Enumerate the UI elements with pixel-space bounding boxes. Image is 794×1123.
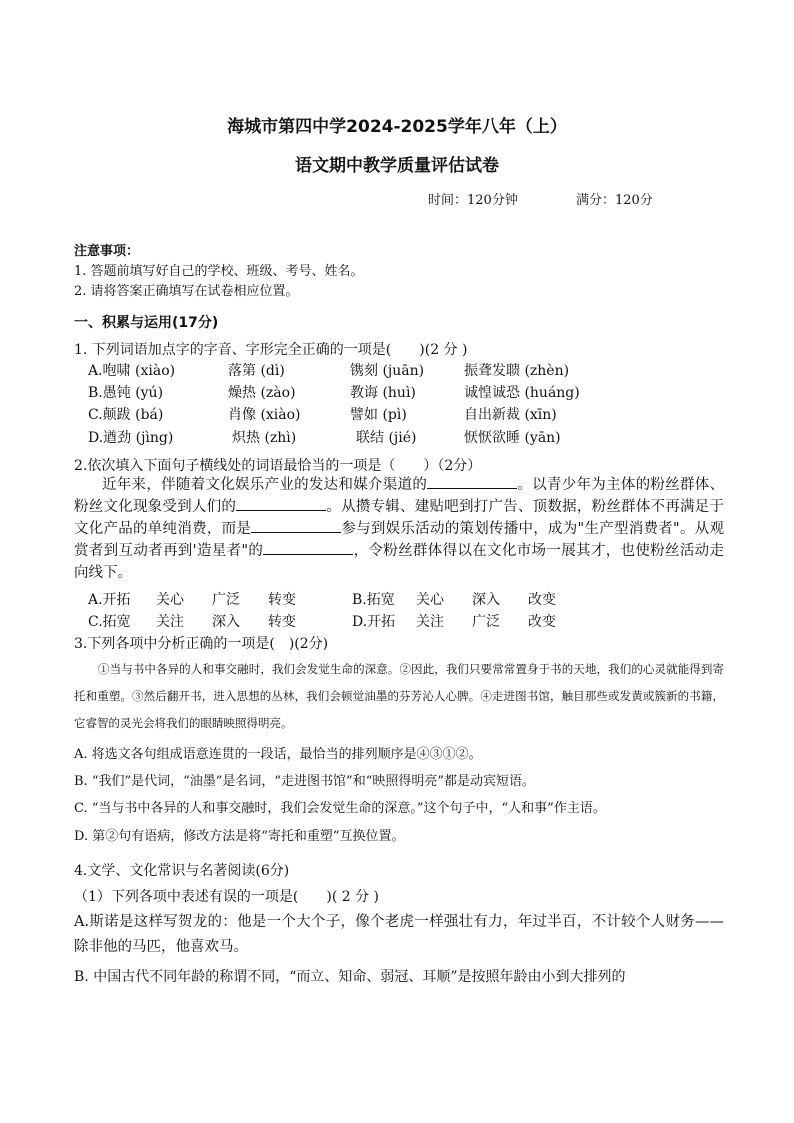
q2-blank-3 — [251, 518, 341, 533]
q2-blank-4 — [263, 540, 353, 555]
q3-passage: ①当与书中各异的人和事交融时，我们会发觉生命的深意。②因此，我们只要常常置身于书的天地，我们的心灵就能得到寄托和重塑。③然后翻开书，进入思想的丛林，我们会顿觉油墨的芬芳沁人心脾。④走进图书馆，触目那些或发黄或簇新的书籍，它睿智的灵光会将我们的眼睛映照得明亮。 — [74, 662, 724, 730]
q2-option-b4: 改变 — [528, 592, 556, 608]
q1-stem: 1. 下列词语加点字的字音、字形完全正确的一项是( )(2 分 ) — [74, 342, 468, 358]
q2-option-d2: 关注 — [416, 614, 444, 630]
exam-time: 时间：120分钟 — [428, 193, 518, 208]
q1-option-d3: 联结 (jié) — [356, 430, 417, 446]
q1-option-c2: 肖像 (xiào) — [228, 407, 301, 423]
q2-text-4: 参与到娱乐活动的策划传播中，成为"生产型消费者"。从观赏者到互动者再到'造星者"的 — [74, 521, 724, 559]
q4-option-a: A.斯诺是这样写贺龙的：他是一个大个子，像个老虎一样强壮有力，年过半百，不计较个人财务——除非他的马匹，他喜欢马。 — [74, 914, 724, 955]
notes-item-1: 1. 答题前填写好自己的学校、班级、考号、姓名。 — [74, 264, 364, 279]
q1-option-b3: 教诲 (huì) — [350, 385, 416, 401]
q3-option-c: C. “当与书中各异的人和事交融时，我们会发觉生命的深意。”这个句子中，“人和事”作主语。 — [74, 801, 606, 816]
q1-option-d4: 恹恹欲睡 (yān) — [464, 430, 561, 446]
q1-option-a1: A.咆啸 (xiào) — [88, 363, 176, 379]
q2-text-2: 。以青少年为主体的粉丝群体、粉丝文化现象受到人们的 — [74, 477, 724, 515]
q1-option-a4: 振聋发聩 (zhèn) — [464, 363, 570, 379]
q2-blank-1 — [427, 474, 517, 489]
q1-option-a3: 镌刻 (juān) — [350, 363, 425, 379]
q2-option-d1: D.开拓 — [352, 614, 396, 630]
q1-option-b4: 诚惶诚恐 (huáng) — [464, 385, 580, 401]
q2-text-1: 近年来，伴随着文化娱乐产业的发达和媒介渠道的 — [102, 477, 428, 493]
q4-sub1-stem: （1）下列各项中表述有误的一项是( )( 2 分 ) — [74, 889, 380, 905]
q1-option-a2: 落第 (dì) — [228, 363, 285, 379]
q2-blank-2 — [236, 496, 326, 511]
q2-text-5: ，令粉丝群体得以在文化市场一展其才，也使粉丝活动走向线下。 — [74, 543, 724, 581]
q1-option-c4: 自出新裁 (xīn) — [464, 407, 557, 423]
q2-option-a2: 关心 — [156, 592, 184, 608]
q3-stem: 3.下列各项中分析正确的一项是( )(2分) — [74, 636, 329, 652]
q2-option-c4: 转变 — [268, 614, 296, 630]
q1-option-b2: 燥热 (zào) — [228, 385, 296, 401]
q4-stem: 4.文学、文化常识与名著阅读(6分) — [74, 863, 290, 879]
q1-option-b1: B.愚钝 (yú) — [88, 385, 164, 401]
notes-item-2: 2. 请将答案正确填写在试卷相应位置。 — [74, 284, 299, 299]
exam-score: 满分：120分 — [576, 193, 653, 208]
q2-stem: 2.依次填入下面句子横线处的词语最恰当的一项是（ ）（2分） — [74, 458, 482, 474]
q2-option-a4: 转变 — [268, 592, 296, 608]
q2-option-b1: B.拓宽 — [352, 592, 395, 608]
q2-option-b2: 关心 — [416, 592, 444, 608]
q1-option-d2: 炽热 (zhì) — [232, 430, 297, 446]
q4-option-b: B. 中国古代不同年龄的称谓不同，“而立、知命、弱冠、耳顺”是按照年龄由小到大排列的 — [74, 969, 626, 985]
q2-option-a3: 广泛 — [212, 592, 240, 608]
q2-passage — [74, 474, 724, 584]
q1-option-c1: C.颠跋 (bá) — [88, 407, 164, 423]
q3-option-a: A. 将选文各句组成语意连贯的一段话，最恰当的排列顺序是④③①②。 — [74, 747, 482, 762]
page-title: 海城市第四中学2024-2025学年八年（上） — [227, 117, 567, 137]
section-1-heading: 一、积累与运用(17分) — [74, 315, 219, 331]
q3-option-b: B. “我们”是代词，“油墨”是名词，“走进图书馆”和“映照得明亮”都是动宾短语。 — [74, 774, 535, 789]
q2-option-d4: 改变 — [528, 614, 556, 630]
notes-heading: 注意事项： — [74, 244, 140, 259]
q2-option-c1: C.拓宽 — [88, 614, 131, 630]
q2-option-b3: 深入 — [472, 592, 500, 608]
q2-text-3: 。从攒专辑、建贴吧到打广告、顶数据，粉丝群体不再满足于文化产品的单纯消费，而是 — [74, 499, 725, 537]
q2-option-c2: 关注 — [156, 614, 184, 630]
q2-option-a1: A.开拓 — [88, 592, 131, 608]
q1-option-c3: 譬如 (pì) — [350, 407, 407, 423]
q1-option-d1: D.遒劲 (jìng) — [88, 430, 174, 446]
q2-option-d3: 广泛 — [472, 614, 500, 630]
page-subtitle: 语文期中教学质量评估试卷 — [295, 156, 499, 176]
q2-option-c3: 深入 — [212, 614, 240, 630]
q3-option-d: D. 第②句有语病，修改方法是将“寄托和重塑”互换位置。 — [74, 829, 405, 844]
